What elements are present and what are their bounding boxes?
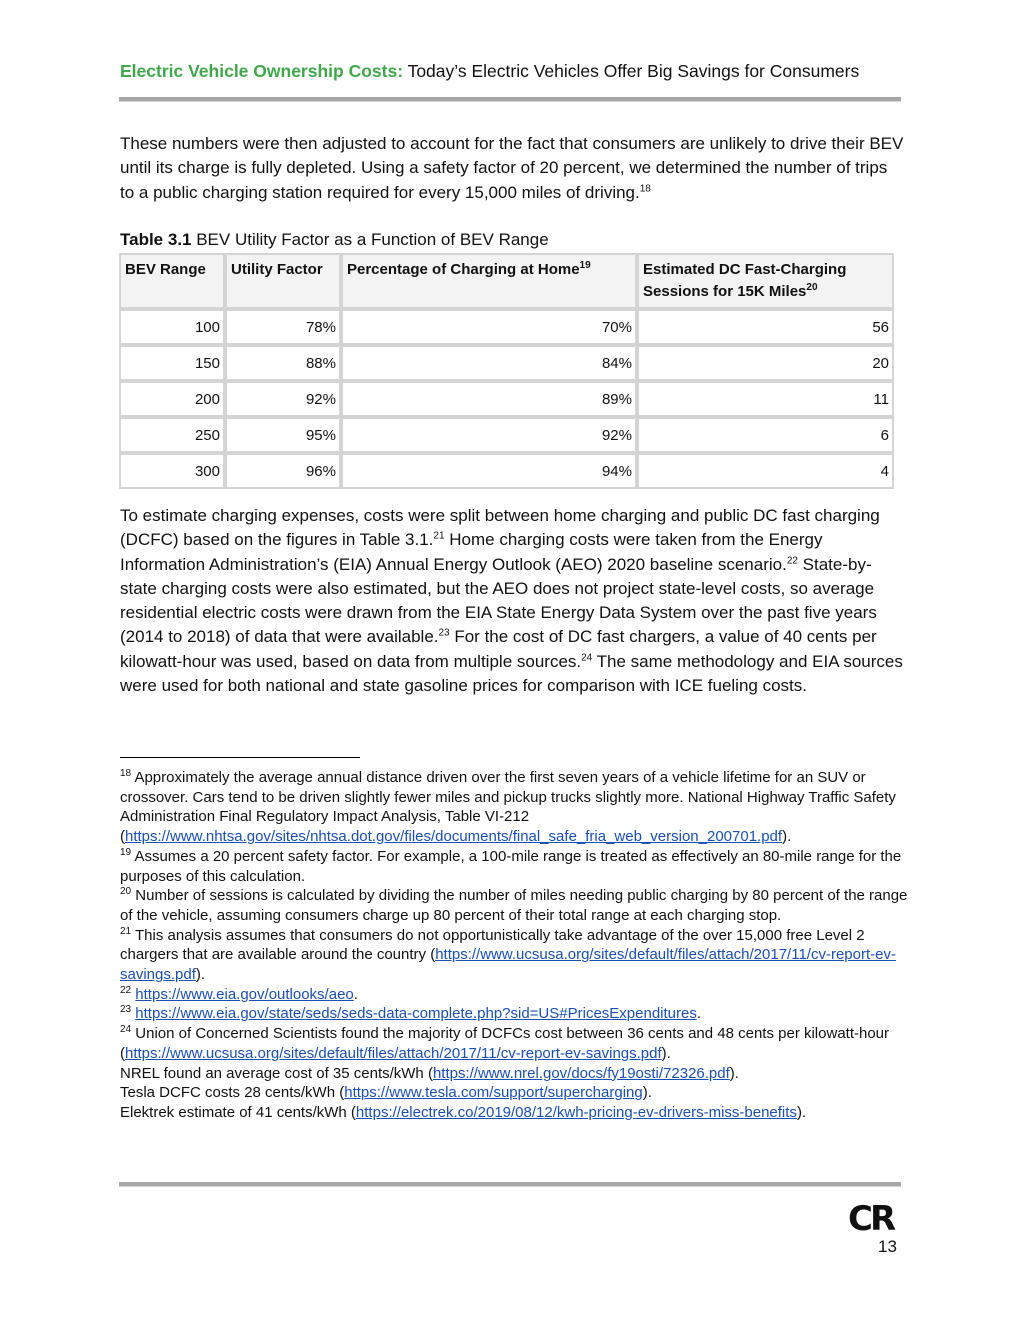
footnote-number: 19: [120, 846, 132, 858]
footnote-ref[interactable]: 18: [639, 182, 651, 194]
caption-label: Table 3.1: [120, 230, 192, 249]
column-header: [225, 253, 341, 309]
footnote-link[interactable]: https://www.tesla.com/support/supercharging: [344, 1084, 643, 1102]
column-header-text: Percentage of Charging at Home: [347, 261, 580, 278]
table-row: [119, 453, 894, 489]
table-cell: 56: [637, 309, 894, 345]
footnote-line: [120, 1103, 910, 1123]
table-row: [119, 417, 894, 453]
table-cell: 250: [119, 417, 225, 453]
footnote-link[interactable]: https://www.nhtsa.gov/sites/nhtsa.dot.gov/files/documents/final_safe_fria_web_version_200701.pdf: [125, 828, 783, 846]
footnote-line: [120, 769, 896, 845]
table-cell: 96%: [225, 453, 341, 489]
footnote-link[interactable]: https://www.ucsusa.org/sites/default/files/attach/2017/11/cv-report-ev-savings.pdf: [125, 1044, 662, 1062]
column-header: [119, 253, 225, 309]
column-header: [341, 253, 637, 309]
footnote-text: ).: [782, 828, 792, 846]
table-cell: 88%: [225, 345, 341, 381]
paragraph-1: [120, 132, 905, 205]
caption-text: BEV Utility Factor as a Function of BEV Range: [191, 230, 549, 249]
footnote-ref[interactable]: 21: [433, 530, 445, 542]
table-body: [119, 309, 894, 489]
footnote-link[interactable]: https://www.nrel.gov/docs/fy19osti/72326.pdf: [432, 1064, 730, 1082]
footnote-text: Approximately the average annual distance driven over the first seven years of a vehicle lifetime for an SUV or crossover. Cars tend to be driven slightly fewer miles and pickup trucks slightly more. National Highway Traffic Safety Administration Final Regulatory Impact Analysis, Table VI-212 (: [120, 769, 896, 846]
footnote-ref[interactable]: 20: [806, 282, 818, 293]
footer-divider: [119, 1182, 901, 1187]
table-cell: 4: [637, 453, 894, 489]
paragraph-text: State-by-state charging costs were also estimated, but the AEO does not project state-level costs, so average residential electric costs were drawn from the EIA State Energy Data System over the past five years (2014 to 2018) of data that were available.: [120, 554, 877, 647]
footnote-link[interactable]: https://www.eia.gov/state/seds/seds-data-complete.php?sid=US#PricesExpenditures: [135, 1005, 697, 1023]
footnote-line: [120, 1083, 910, 1103]
footnote-ref[interactable]: 23: [438, 627, 450, 639]
footnote-line: [120, 927, 896, 983]
bev-utility-table: [119, 253, 894, 489]
footnote-number: 22: [120, 984, 132, 996]
table-cell: 78%: [225, 309, 341, 345]
table-cell: 94%: [341, 453, 637, 489]
footnote: [120, 1024, 910, 1123]
footnote-line: [120, 848, 901, 885]
table-row: [119, 345, 894, 381]
column-header-text: BEV Range: [125, 261, 206, 278]
footnote-text: ).: [195, 966, 206, 984]
table-cell: 92%: [225, 381, 341, 417]
table-header-row: [119, 253, 894, 309]
footnote-divider: [120, 757, 360, 758]
footnote-line: [131, 986, 358, 1003]
footnote-text: Assumes a 20 percent safety factor. For example, a 100-mile range is treated as effectively an 80-mile range for the purposes of this calculation.: [120, 847, 902, 885]
table-cell: 70%: [341, 309, 637, 345]
footnote-text: ).: [642, 1084, 652, 1102]
paragraph-2: [120, 504, 905, 698]
table-cell: 89%: [341, 381, 637, 417]
column-header: [637, 253, 894, 309]
footnote: [120, 926, 910, 985]
page-number: 13: [878, 1237, 897, 1256]
paragraph-text: For the cost of DC fast chargers, a value of 40 cents per kilowatt-hour was used, based on data from multiple sources.: [120, 627, 877, 671]
footnote: [120, 847, 910, 886]
footnote-text: Number of sessions is calculated by dividing the number of miles needing public charging by 80 percent of the range of the vehicle, assuming consumers charge up 80 percent of their total range at each charging stop.: [120, 887, 908, 924]
table-cell: 11: [637, 381, 894, 417]
footnote-ref[interactable]: 24: [581, 652, 593, 664]
footnote-line: [120, 1064, 910, 1084]
running-header: [120, 61, 859, 82]
header-title-bold: Electric Vehicle Ownership Costs:: [120, 61, 404, 81]
paragraph-text: Home charging costs were taken from the Energy Information Administration’s (EIA) Annual Energy Outlook (AEO) 2020 baseline scenario.: [120, 530, 823, 574]
footnote-ref[interactable]: 22: [786, 554, 798, 566]
footnote-line: [131, 1005, 701, 1022]
footnotes: [120, 768, 910, 1123]
paragraph-text: To estimate charging expenses, costs were split between home charging and public DC fast charging (DCFC) based on the figures in Table 3.1.: [120, 506, 880, 550]
footnote: [120, 1004, 910, 1024]
header-divider: [119, 97, 901, 102]
table-cell: 92%: [341, 417, 637, 453]
table-caption: [120, 230, 549, 250]
footnote-text: ).: [796, 1103, 807, 1121]
footnote: [120, 985, 910, 1005]
footnote: [120, 768, 910, 847]
table-cell: 20: [637, 345, 894, 381]
footnote-text: This analysis assumes that consumers do not opportunistically take advantage of the over 15,000 free Level 2 chargers that are available around the country (: [120, 926, 865, 964]
footnote-text: NREL found an average cost of 35 cents/kWh (: [120, 1064, 433, 1082]
footnote-number: 20: [120, 886, 132, 898]
table-cell: 95%: [225, 417, 341, 453]
footnote-link[interactable]: https://www.eia.gov/outlooks/aeo: [135, 985, 354, 1003]
table-cell: 200: [119, 381, 225, 417]
table-cell: 300: [119, 453, 225, 489]
footnote-text: Elektrek estimate of 41 cents/kWh (: [120, 1103, 356, 1121]
table-row: [119, 381, 894, 417]
footnote-link[interactable]: https://electrek.co/2019/08/12/kwh-pricing-ev-drivers-miss-benefits: [355, 1103, 797, 1121]
column-header-text: Estimated DC Fast-Charging Sessions for 15K Miles: [643, 261, 847, 300]
footnote-line: [120, 1025, 889, 1062]
footnote-link[interactable]: https://www.ucsusa.org/sites/default/files/attach/2017/11/cv-report-ev-savings.pdf: [120, 946, 896, 984]
paragraph-text: These numbers were then adjusted to account for the fact that consumers are unlikely to drive their BEV until its charge is fully depleted. Using a safety factor of 20 percent, we determined the number of trips to a public charging station required for every 15,000 miles of driving.: [120, 134, 904, 202]
table-row: [119, 309, 894, 345]
table-cell: 84%: [341, 345, 637, 381]
footnote-text: Union of Concerned Scientists found the majority of DCFCs cost between 36 cents and 48 cents per kilowatt-hour (: [120, 1025, 890, 1062]
column-header-text: Utility Factor: [231, 261, 323, 278]
footnote-number: 21: [120, 925, 132, 937]
footnote-text: .: [696, 1005, 702, 1023]
footnote-text: Tesla DCFC costs 28 cents/kWh (: [120, 1084, 345, 1102]
footnote-number: 23: [120, 1004, 132, 1016]
cr-logo: CR: [848, 1199, 894, 1239]
footnote-number: 18: [120, 768, 132, 779]
paragraph-text: The same methodology and EIA sources were used for both national and state gasoline prices for comparison with ICE fueling costs.: [120, 651, 903, 696]
footnote-number: 24: [120, 1024, 132, 1036]
footnote-text: .: [353, 985, 358, 1003]
footnote-text: ).: [661, 1044, 671, 1062]
table-cell: 150: [119, 345, 225, 381]
table-cell: 6: [637, 417, 894, 453]
header-title-rest: Today’s Electric Vehicles Offer Big Savings for Consumers: [403, 61, 860, 81]
footnote-text: ).: [729, 1064, 739, 1082]
table-cell: 100: [119, 309, 225, 345]
footnote-ref[interactable]: 19: [579, 260, 591, 271]
footnote-line: [120, 887, 907, 924]
footnote: [120, 886, 910, 925]
